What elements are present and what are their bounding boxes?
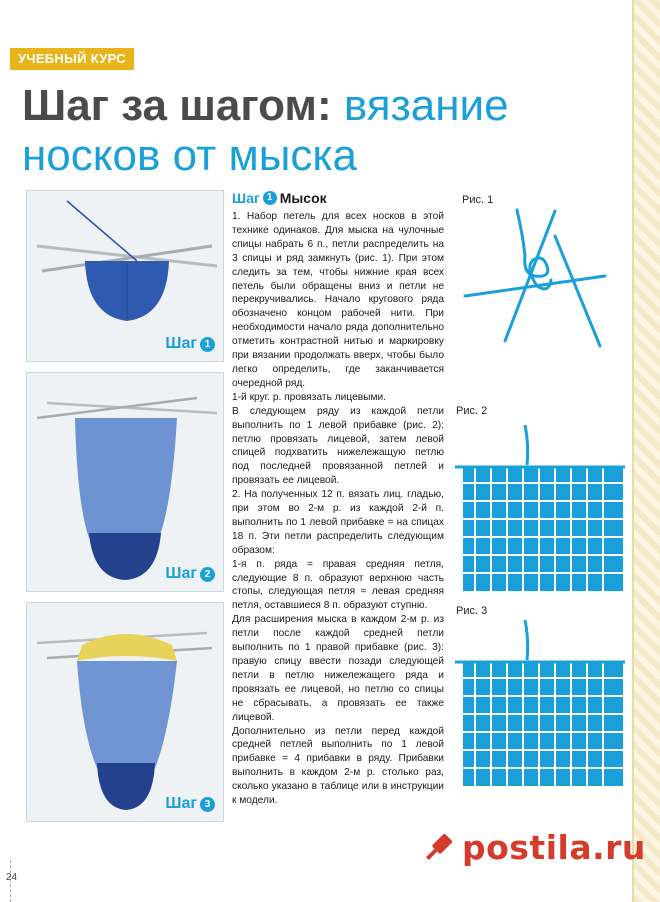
fig1-label: Рис. 1 bbox=[462, 194, 494, 206]
page-title bbox=[22, 82, 509, 130]
paragraph-1: 1. Набор петель для всех носков в этой технике одинаков. Для мыска на чулочные спицы набрать 6 п., петли распределить на 3 спицы и ряд замкнуть (рис. 1). При этом следить за тем, чтобы нижние края всех петель были обращены вниз и петли не перекручивались. Начало кругового ряда обозначено концом рабочей нити. При необходимости начало ряда дополнительно отметить контрастной нитью и маркировку при вязании продолжать вверх, чтобы было легко определить, где заканчивается очередной ряд. bbox=[232, 211, 444, 389]
paragraph-6: Для расширения мыска в каждом 2-м р. из петли после каждой средней петли выполнить по 1 правой прибавке (рис. 3): правую спицу ввести позади следующей петли в петлю нижележащего ряда и провязать ее лицевой, но петлю со спицы не сбрасывать, а провязать ее также лицевой. bbox=[232, 614, 444, 723]
step1-label: Шаг 1 bbox=[165, 335, 215, 353]
paragraph-7: Дополнительно из петли перед каждой средней петлей выполнить по 1 левой прибавке = 4 прибавки в ряду. Прибавки выполнить в каждом 2-м р. столько раз, сколько указано в таблице или в инструкции к модели. bbox=[232, 725, 444, 807]
fig1-diagram bbox=[455, 196, 615, 361]
fig2-diagram bbox=[455, 425, 625, 598]
paragraph-4: 2. На полученных 12 п. вязать лиц. гладью, при этом во 2-м р. из каждой 2-й п. выполнить по 1 левой прибавке = на спицах 18 п. Эти петли распределить следующим образом: bbox=[232, 489, 444, 556]
paragraph-3: В следующем ряду из каждой петли выполнить по 1 левой прибавке (рис. 2): петлю провязать лицевой, затем левой спицей подхватить нижележащую петлю под последней провязанной петлей и провязать ее лицевой. bbox=[232, 405, 444, 487]
decorative-stripe bbox=[634, 0, 660, 902]
title-accent: вязание bbox=[343, 81, 509, 130]
fig2-label: Рис. 2 bbox=[456, 405, 488, 417]
title-dark: Шаг за шагом: bbox=[22, 81, 332, 130]
watermark bbox=[420, 828, 646, 867]
instructions-column bbox=[232, 190, 444, 808]
paragraph-2: 1-й круг. р. провязать лицевыми. bbox=[232, 391, 386, 403]
page-number: 24 bbox=[6, 872, 18, 883]
paragraph-5: 1-я п. ряда = правая средняя петля, следующие 8 п. образуют верхнюю часть стопы, следующая петля = левая средняя петля, оставшиеся 8 п. образуют ступню. bbox=[232, 558, 444, 612]
section-tag: УЧЕБНЫЙ КУРС bbox=[10, 48, 134, 70]
step1-photo bbox=[26, 190, 224, 362]
step-heading: Шаг 1 Мысок bbox=[232, 190, 327, 206]
fig3-label: Рис. 3 bbox=[456, 605, 488, 617]
step2-label: Шаг 2 bbox=[165, 565, 215, 583]
stripe-border bbox=[632, 0, 634, 902]
page-title-line2: носков от мыска bbox=[22, 131, 358, 180]
step3-label: Шаг 3 bbox=[165, 795, 215, 813]
pin-icon bbox=[420, 830, 456, 866]
fig3-diagram bbox=[455, 620, 625, 793]
watermark-text: postila.ru bbox=[462, 828, 646, 867]
step2-photo bbox=[26, 372, 224, 592]
step3-photo bbox=[26, 602, 224, 822]
